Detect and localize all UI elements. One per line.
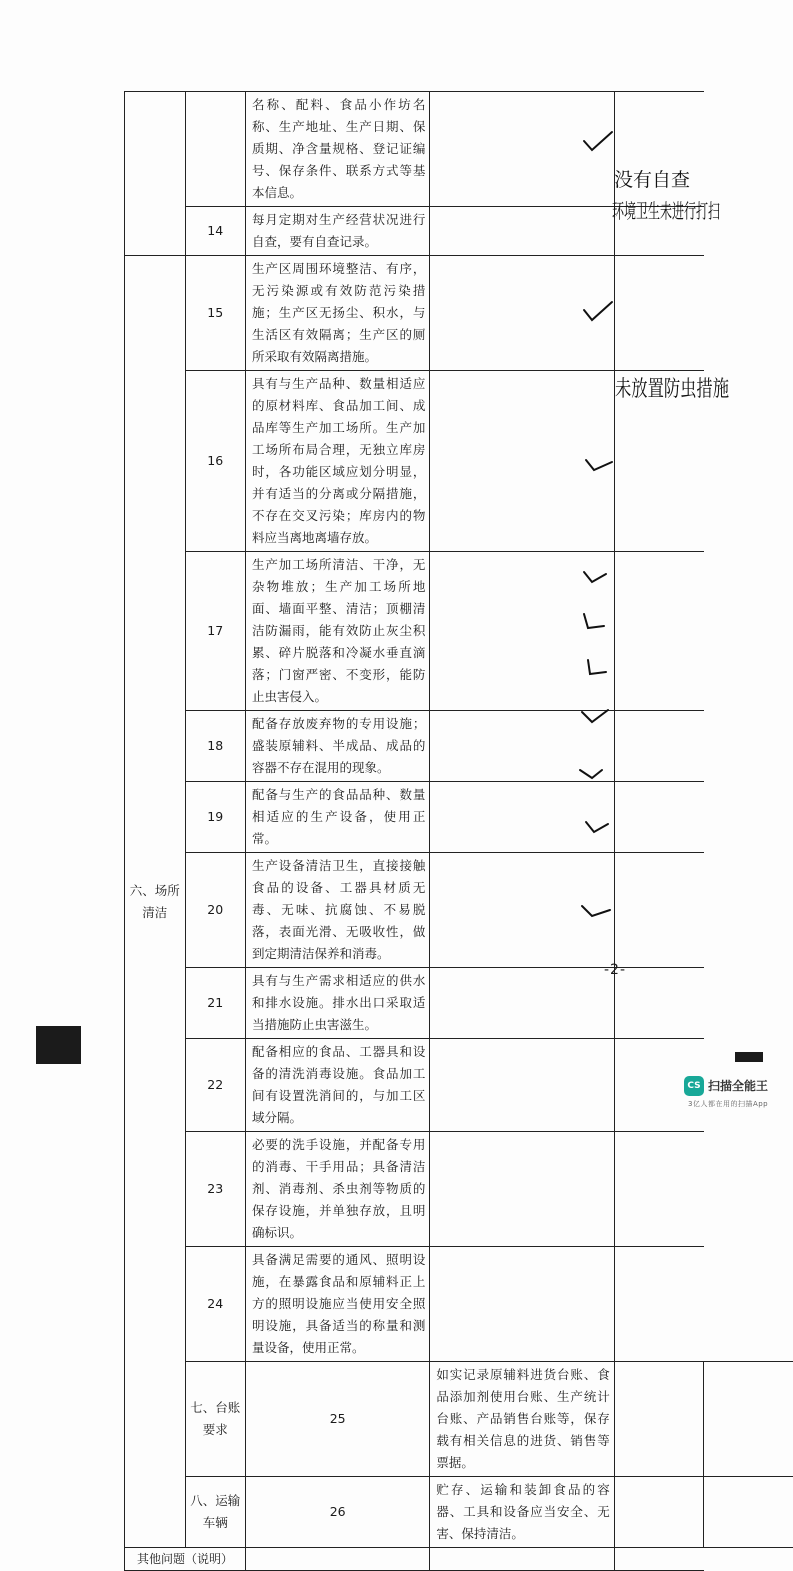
item-number: 16 — [185, 371, 246, 552]
requirement-text: 生产设备清洁卫生，直接接触食品的设备、工器具材质无毒、无味、抗腐蚀、不易脱落，表面光滑、无吸收性，做到定期清洁保养和消毒。 — [246, 853, 430, 968]
remark-cell — [614, 1247, 703, 1362]
table-row — [125, 1132, 793, 1247]
check-mark — [584, 302, 612, 320]
check-mark — [586, 460, 612, 470]
other-issues-label: 其他问题（说明） — [125, 1548, 246, 1571]
check-mark — [584, 132, 612, 150]
check-mark — [582, 710, 608, 722]
remark-cell — [704, 1362, 793, 1477]
requirement-text: 贮存、运输和装卸食品的容器、工具和设备应当安全、无害、保持清洁。 — [430, 1477, 614, 1548]
item-number: 22 — [185, 1039, 246, 1132]
item-number: 25 — [246, 1362, 430, 1477]
item-number: 20 — [185, 853, 246, 968]
check-mark — [586, 822, 608, 832]
requirement-text: 每月定期对生产经营状况进行自查，要有自查记录。 — [246, 207, 430, 256]
requirement-text: 生产区周围环境整洁、有序，无污染源或有效防范污染措施；生产区无扬尘、积水，与生活区有效隔离；生产区的厕所采取有效隔离措施。 — [246, 256, 430, 371]
handwritten-remark: 没有自查 — [614, 169, 690, 191]
check-cell — [430, 1548, 614, 1571]
check-mark — [580, 770, 602, 778]
item-number: 15 — [185, 256, 246, 371]
check-mark — [584, 614, 604, 628]
scanner-tagline: 3亿人都在用的扫描App — [688, 1099, 768, 1109]
table-row — [125, 1247, 793, 1362]
item-number: 26 — [246, 1477, 430, 1548]
scanner-watermark — [684, 1075, 784, 1111]
item-number: 17 — [185, 552, 246, 711]
check-mark — [584, 572, 606, 582]
table-row — [125, 1477, 793, 1548]
item-number: 18 — [185, 711, 246, 782]
handwritten-remark: 环境卫生未进行打扫 — [612, 199, 720, 223]
check-mark — [582, 906, 610, 916]
requirement-text: 必要的洗手设施，并配备专用的消毒、干手用品；具备清洁剂、消毒剂、杀虫剂等物质的保存设施，并单独存放，且明确标识。 — [246, 1132, 430, 1247]
scanner-app-name: 扫描全能王 — [708, 1077, 768, 1094]
category-ledger: 七、台账要求 — [185, 1362, 246, 1477]
requirement-text: 如实记录原辅料进货台账、食品添加剂使用台账、生产统计台账、产品销售台账等，保存载有相关信息的进货、销售等票据。 — [430, 1362, 614, 1477]
item-number: 21 — [185, 968, 246, 1039]
remark-cell — [704, 1477, 793, 1548]
requirement-text: 具有与生产品种、数量相适应的原材料库、食品加工间、成品库等生产加工场所。生产加工场所布局合理，无独立库房时，各功能区域应划分明显，并有适当的分离或分隔措施，不存在交叉污染；库房内的物料应当离地离墙存放。 — [246, 371, 430, 552]
check-cell — [614, 1362, 703, 1477]
requirement-text: 配备与生产的食品品种、数量相适应的生产设备，使用正常。 — [246, 782, 430, 853]
item-number: 14 — [185, 207, 246, 256]
requirement-text: 具有与生产需求相适应的供水和排水设施。排水出口采取适当措施防止虫害滋生。 — [246, 968, 430, 1039]
page-number: -2- — [604, 962, 626, 978]
table-row — [125, 1362, 793, 1477]
handwritten-remark: 未放置防虫措施 — [615, 377, 729, 402]
requirement-text: 名称、配料、食品小作坊名称、生产地址、生产日期、保质期、净含量规格、登记证编号、保存条件、联系方式等基本信息。 — [246, 92, 430, 207]
check-cell — [430, 1247, 614, 1362]
item-number: 19 — [185, 782, 246, 853]
camscanner-logo-icon: CS — [684, 1076, 704, 1096]
item-number: 23 — [185, 1132, 246, 1247]
other-issues-value — [246, 1548, 430, 1571]
requirement-text: 生产加工场所清洁、干净，无杂物堆放；生产加工场所地面、墙面平整、清洁；顶棚清洁防漏雨，能有效防止灰尘积累、碎片脱落和冷凝水垂直滴落；门窗严密、不变形，能防止虫害侵入。 — [246, 552, 430, 711]
requirement-text: 配备存放废弃物的专用设施；盛装原辅料、半成品、成品的容器不存在混用的现象。 — [246, 711, 430, 782]
category-cleaning: 六、场所清洁 — [125, 256, 186, 1548]
item-number: 24 — [185, 1247, 246, 1362]
scan-smudge — [36, 1026, 81, 1064]
requirement-text: 配备相应的食品、工器具和设备的清洗消毒设施。食品加工间有设置洗消间的，与加工区域分隔。 — [246, 1039, 430, 1132]
check-cell — [614, 1477, 703, 1548]
scan-smudge — [735, 1052, 763, 1062]
check-cell — [430, 1132, 614, 1247]
remark-cell — [614, 1548, 703, 1571]
requirement-text: 具备满足需要的通风、照明设施，在暴露食品和原辅料正上方的照明设施应当使用安全照明设施，具备适当的称量和测量设备，使用正常。 — [246, 1247, 430, 1362]
check-mark — [588, 660, 606, 674]
category-transport: 八、运输车辆 — [185, 1477, 246, 1548]
table-row — [125, 1548, 793, 1571]
remark-cell — [614, 1132, 703, 1247]
